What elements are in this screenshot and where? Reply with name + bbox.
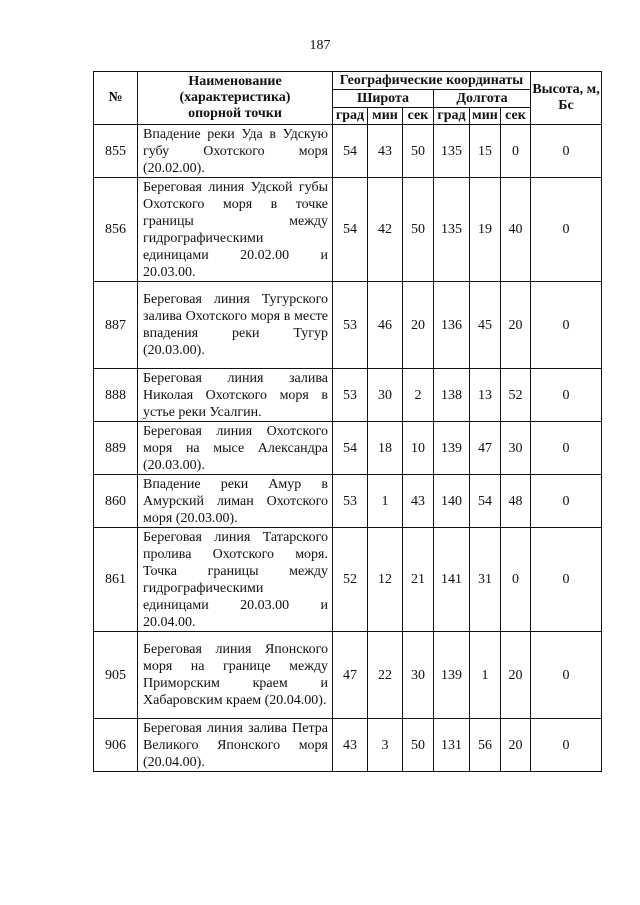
lon-min: 54 — [470, 475, 501, 528]
table-row — [94, 475, 602, 528]
height-value: 0 — [531, 719, 602, 772]
point-name: Береговая линия Удской губы Охотского моря в точке границы между гидрографическими единицами 20.02.00 и 20.03.00. — [138, 178, 333, 282]
table-row — [94, 282, 602, 369]
lat-min: 30 — [368, 369, 403, 422]
lon-deg: 139 — [434, 632, 470, 719]
lat-min: 43 — [368, 125, 403, 178]
table-row — [94, 422, 602, 475]
header-lon-min: мин — [470, 108, 501, 125]
height-value: 0 — [531, 422, 602, 475]
lon-deg: 131 — [434, 719, 470, 772]
table-row — [94, 719, 602, 772]
table-row — [94, 125, 602, 178]
header-lat-min: мин — [368, 108, 403, 125]
point-number: 861 — [94, 528, 138, 632]
point-number: 889 — [94, 422, 138, 475]
header-name-line-3: опорной точки — [188, 106, 282, 121]
table-row — [94, 528, 602, 632]
point-name: Береговая линия залива Петра Великого Японского моря (20.04.00). — [138, 719, 333, 772]
header-lon-sec: сек — [501, 108, 531, 125]
lon-deg: 135 — [434, 125, 470, 178]
point-name: Впадение реки Амур в Амурский лиман Охотского моря (20.03.00). — [138, 475, 333, 528]
lon-sec: 0 — [501, 125, 531, 178]
header-lat-sec: сек — [403, 108, 434, 125]
lat-deg: 54 — [333, 125, 368, 178]
lon-deg: 136 — [434, 282, 470, 369]
lat-sec: 43 — [403, 475, 434, 528]
height-value: 0 — [531, 475, 602, 528]
lat-min: 1 — [368, 475, 403, 528]
lon-sec: 20 — [501, 632, 531, 719]
header-name-line-1: Наименование — [188, 74, 282, 89]
lat-min: 42 — [368, 178, 403, 282]
lon-sec: 0 — [501, 528, 531, 632]
page-number: 187 — [309, 38, 331, 53]
coordinates-table — [93, 71, 602, 772]
lat-sec: 50 — [403, 719, 434, 772]
lon-min: 31 — [470, 528, 501, 632]
lon-min: 19 — [470, 178, 501, 282]
lon-sec: 30 — [501, 422, 531, 475]
lon-deg: 135 — [434, 178, 470, 282]
lon-sec: 52 — [501, 369, 531, 422]
header-name-line-2: (характеристика) — [179, 90, 291, 105]
lat-min: 3 — [368, 719, 403, 772]
height-value: 0 — [531, 632, 602, 719]
lat-min: 18 — [368, 422, 403, 475]
lat-deg: 53 — [333, 475, 368, 528]
height-value: 0 — [531, 528, 602, 632]
header-geo-coordinates: Географические координаты — [333, 72, 531, 90]
lat-min: 22 — [368, 632, 403, 719]
point-name: Впадение реки Уда в Удскую губу Охотского моря (20.02.00). — [138, 125, 333, 178]
lat-deg: 54 — [333, 178, 368, 282]
height-value: 0 — [531, 125, 602, 178]
lat-min: 46 — [368, 282, 403, 369]
lon-deg: 140 — [434, 475, 470, 528]
point-number: 887 — [94, 282, 138, 369]
lat-deg: 47 — [333, 632, 368, 719]
lon-deg: 139 — [434, 422, 470, 475]
lon-min: 45 — [470, 282, 501, 369]
point-name: Береговая линия Тугурского залива Охотского моря в месте впадения реки Тугур (20.03.00). — [138, 282, 333, 369]
lon-deg: 138 — [434, 369, 470, 422]
point-name: Береговая линия залива Николая Охотского моря в устье реки Усалгин. — [138, 369, 333, 422]
header-latitude: Широта — [333, 90, 434, 108]
lat-sec: 50 — [403, 125, 434, 178]
table-row — [94, 369, 602, 422]
table-row — [94, 178, 602, 282]
lat-deg: 43 — [333, 719, 368, 772]
header-height: Высота, м, Бс — [531, 72, 602, 125]
lat-sec: 21 — [403, 528, 434, 632]
lat-sec: 10 — [403, 422, 434, 475]
table-row — [94, 632, 602, 719]
lon-sec: 20 — [501, 719, 531, 772]
height-value: 0 — [531, 369, 602, 422]
point-number: 860 — [94, 475, 138, 528]
header-lat-deg: град — [333, 108, 368, 125]
lat-min: 12 — [368, 528, 403, 632]
point-number: 906 — [94, 719, 138, 772]
point-name: Береговая линия Японского моря на границе между Приморским краем и Хабаровским краем (20.04.00). — [138, 632, 333, 719]
lon-min: 1 — [470, 632, 501, 719]
point-name: Береговая линия Татарского пролива Охотского моря. Точка границы между гидрографическими единицами 20.03.00 и 20.04.00. — [138, 528, 333, 632]
lon-min: 15 — [470, 125, 501, 178]
lon-min: 13 — [470, 369, 501, 422]
header-lon-deg: град — [434, 108, 470, 125]
point-number: 856 — [94, 178, 138, 282]
point-name: Береговая линия Охотского моря на мысе Александра (20.03.00). — [138, 422, 333, 475]
header-number: № — [94, 72, 138, 125]
lat-deg: 53 — [333, 282, 368, 369]
height-value: 0 — [531, 282, 602, 369]
lat-sec: 20 — [403, 282, 434, 369]
height-value: 0 — [531, 178, 602, 282]
lat-deg: 52 — [333, 528, 368, 632]
point-number: 855 — [94, 125, 138, 178]
point-number: 905 — [94, 632, 138, 719]
lat-sec: 30 — [403, 632, 434, 719]
point-number: 888 — [94, 369, 138, 422]
lat-sec: 50 — [403, 178, 434, 282]
header-name — [138, 72, 333, 125]
lon-sec: 48 — [501, 475, 531, 528]
header-longitude: Долгота — [434, 90, 531, 108]
lon-min: 56 — [470, 719, 501, 772]
lat-sec: 2 — [403, 369, 434, 422]
lat-deg: 54 — [333, 422, 368, 475]
lon-min: 47 — [470, 422, 501, 475]
lat-deg: 53 — [333, 369, 368, 422]
lon-sec: 20 — [501, 282, 531, 369]
lon-sec: 40 — [501, 178, 531, 282]
lon-deg: 141 — [434, 528, 470, 632]
